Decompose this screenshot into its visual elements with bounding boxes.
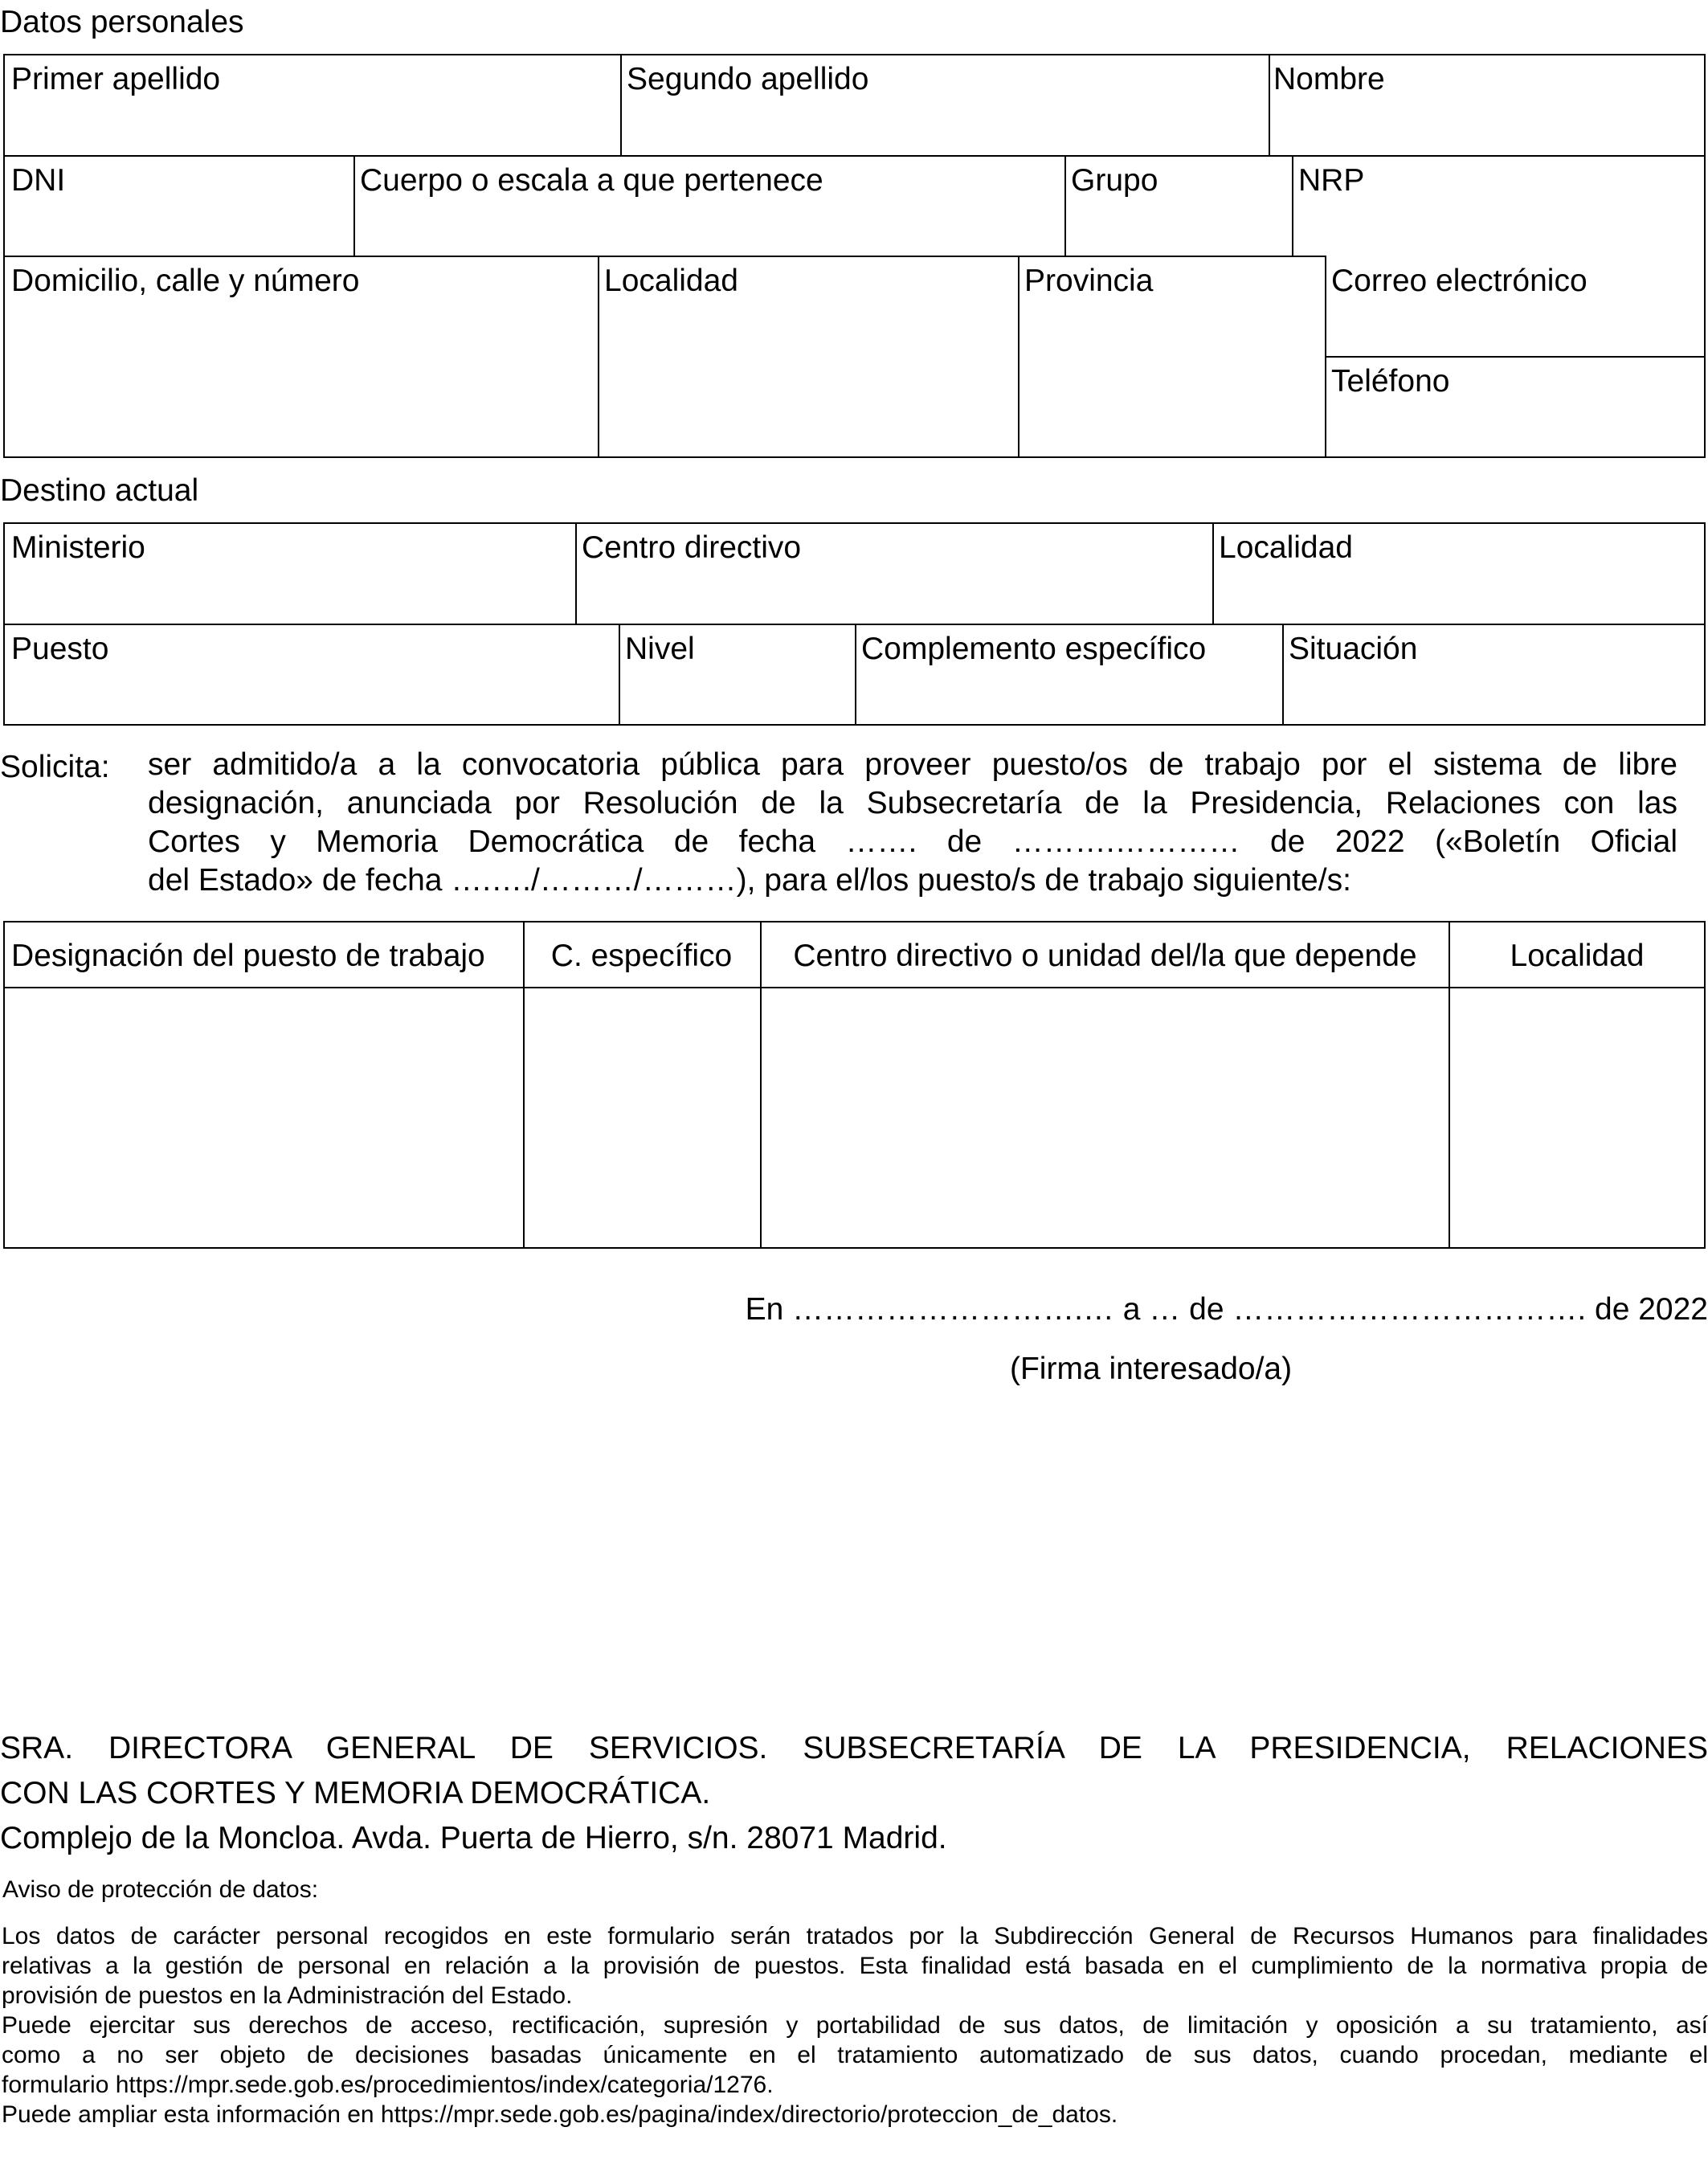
- header-localidad: Localidad: [1510, 939, 1645, 973]
- segundo-apellido-label: Segundo apellido: [627, 62, 869, 96]
- section-title-destino: Destino actual: [0, 473, 199, 508]
- addressee-line: CON LAS CORTES Y MEMORIA DEMOCRÁTICA.: [0, 1776, 711, 1810]
- destino-localidad-field[interactable]: [1214, 524, 1704, 624]
- nrp-label: NRP: [1298, 163, 1365, 198]
- telefono-field[interactable]: [1326, 358, 1704, 456]
- privacy-line: Los datos de carácter personal recogidos en este formulario serán tratados por la Subdirección General de Recursos Humanos para finalidades: [2, 1923, 1708, 1949]
- telefono-label: Teléfono: [1331, 364, 1450, 399]
- segundo-apellido-field[interactable]: [622, 55, 1269, 155]
- solicita-line: designación, anunciada por Resolución de la Subsecretaría de la Presidencia, Relaciones con las: [148, 786, 1677, 820]
- solicita-label: Solicita:: [0, 750, 110, 784]
- nrp-field[interactable]: [1293, 157, 1704, 256]
- privacy-title: Aviso de protección de datos:: [2, 1876, 319, 1903]
- cuerpo-field[interactable]: [355, 157, 1064, 256]
- designacion-input-cell[interactable]: [5, 988, 523, 1247]
- privacy-notice: [2, 1921, 1708, 2129]
- ministerio-label: Ministerio: [11, 530, 145, 565]
- correo-field[interactable]: [1326, 257, 1704, 356]
- addressee-line: SRA. DIRECTORA GENERAL DE SERVICIOS. SUBSECRETARÍA DE LA PRESIDENCIA, RELACIONES: [0, 1731, 1708, 1765]
- privacy-line: provisión de puestos en la Administración del Estado.: [2, 1982, 573, 2009]
- solicita-text: [148, 746, 1677, 900]
- centro-directivo-input-cell[interactable]: [762, 988, 1449, 1247]
- domicilio-label: Domicilio, calle y número: [11, 264, 360, 298]
- provincia-label: Provincia: [1024, 264, 1154, 298]
- primer-apellido-field[interactable]: [5, 55, 620, 155]
- ministerio-field[interactable]: [5, 524, 575, 624]
- localidad-field[interactable]: [599, 257, 1018, 456]
- complemento-label: Complemento específico: [861, 632, 1207, 666]
- address-location: Complejo de la Moncloa. Avda. Puerta de Hierro, s/n. 28071 Madrid.: [0, 1821, 947, 1855]
- privacy-line: relativas a la gestión de personal en relación a la provisión de puestos. Esta finalidad está basada en el cumplimiento de la normativa propia de: [2, 1953, 1708, 1979]
- complemento-field[interactable]: [856, 625, 1282, 724]
- solicita-line: Cortes y Memoria Democrática de fecha ……. de ……….………… de 2022 («Boletín Oficial: [148, 824, 1677, 859]
- provincia-field[interactable]: [1019, 257, 1325, 456]
- section-title-personal: Datos personales: [0, 5, 244, 39]
- solicita-line: ser admitido/a a la convocatoria pública para proveer puesto/os de trabajo por el sistema de libre: [148, 747, 1677, 782]
- nombre-field[interactable]: [1270, 55, 1704, 155]
- privacy-line: Puede ampliar esta información en https://mpr.sede.gob.es/pagina/index/directorio/proteccion_de_datos.: [2, 2101, 1118, 2128]
- puesto-field[interactable]: [5, 625, 619, 724]
- situacion-label: Situación: [1289, 632, 1418, 666]
- place-date-line: En ……………………….… a … de ……………………………. de 2022: [745, 1292, 1708, 1327]
- domicilio-field[interactable]: [5, 257, 598, 456]
- destino-localidad-label: Localidad: [1219, 530, 1353, 565]
- dni-field[interactable]: [5, 157, 353, 256]
- nivel-label: Nivel: [625, 632, 695, 666]
- firma-label: (Firma interesado/a): [1010, 1352, 1293, 1386]
- header-designacion: Designación del puesto de trabajo: [11, 939, 485, 973]
- header-c-especifico: C. específico: [550, 939, 733, 973]
- cuerpo-label: Cuerpo o escala a que pertenece: [360, 163, 823, 198]
- header-centro-directivo: Centro directivo o unidad del/la que depende: [793, 939, 1417, 973]
- localidad-label: Localidad: [604, 264, 738, 298]
- c-especifico-input-cell[interactable]: [525, 988, 760, 1247]
- destino-grid: [3, 522, 1706, 726]
- centro-directivo-field[interactable]: [577, 524, 1212, 624]
- puesto-label: Puesto: [11, 632, 109, 666]
- solicita-line: del Estado» de fecha ….…./………/………), para el/los puesto/s de trabajo siguiente/s:: [148, 863, 1351, 898]
- localidad-input-cell[interactable]: [1450, 988, 1704, 1247]
- personal-data-grid: [3, 54, 1706, 458]
- privacy-line: como a no ser objeto de decisiones basadas únicamente en el tratamiento automatizado de sus datos, cuando procedan, mediante el: [2, 2042, 1708, 2068]
- primer-apellido-label: Primer apellido: [11, 62, 221, 96]
- correo-label: Correo electrónico: [1331, 264, 1587, 298]
- nombre-label: Nombre: [1273, 62, 1385, 96]
- dni-label: DNI: [11, 163, 66, 198]
- privacy-line: formulario https://mpr.sede.gob.es/procedimientos/index/categoria/1276.: [2, 2072, 774, 2098]
- centro-directivo-label: Centro directivo: [582, 530, 802, 565]
- nivel-field[interactable]: [620, 625, 855, 724]
- grupo-label: Grupo: [1071, 163, 1158, 198]
- privacy-line: Puede ejercitar sus derechos de acceso, rectificación, supresión y portabilidad de sus datos, de limitación y oposición a su tratamiento, así: [2, 2012, 1708, 2039]
- grupo-field[interactable]: [1066, 157, 1292, 256]
- addressee: [0, 1726, 1708, 1816]
- puestos-table: [3, 921, 1706, 1249]
- situacion-field[interactable]: [1284, 625, 1704, 724]
